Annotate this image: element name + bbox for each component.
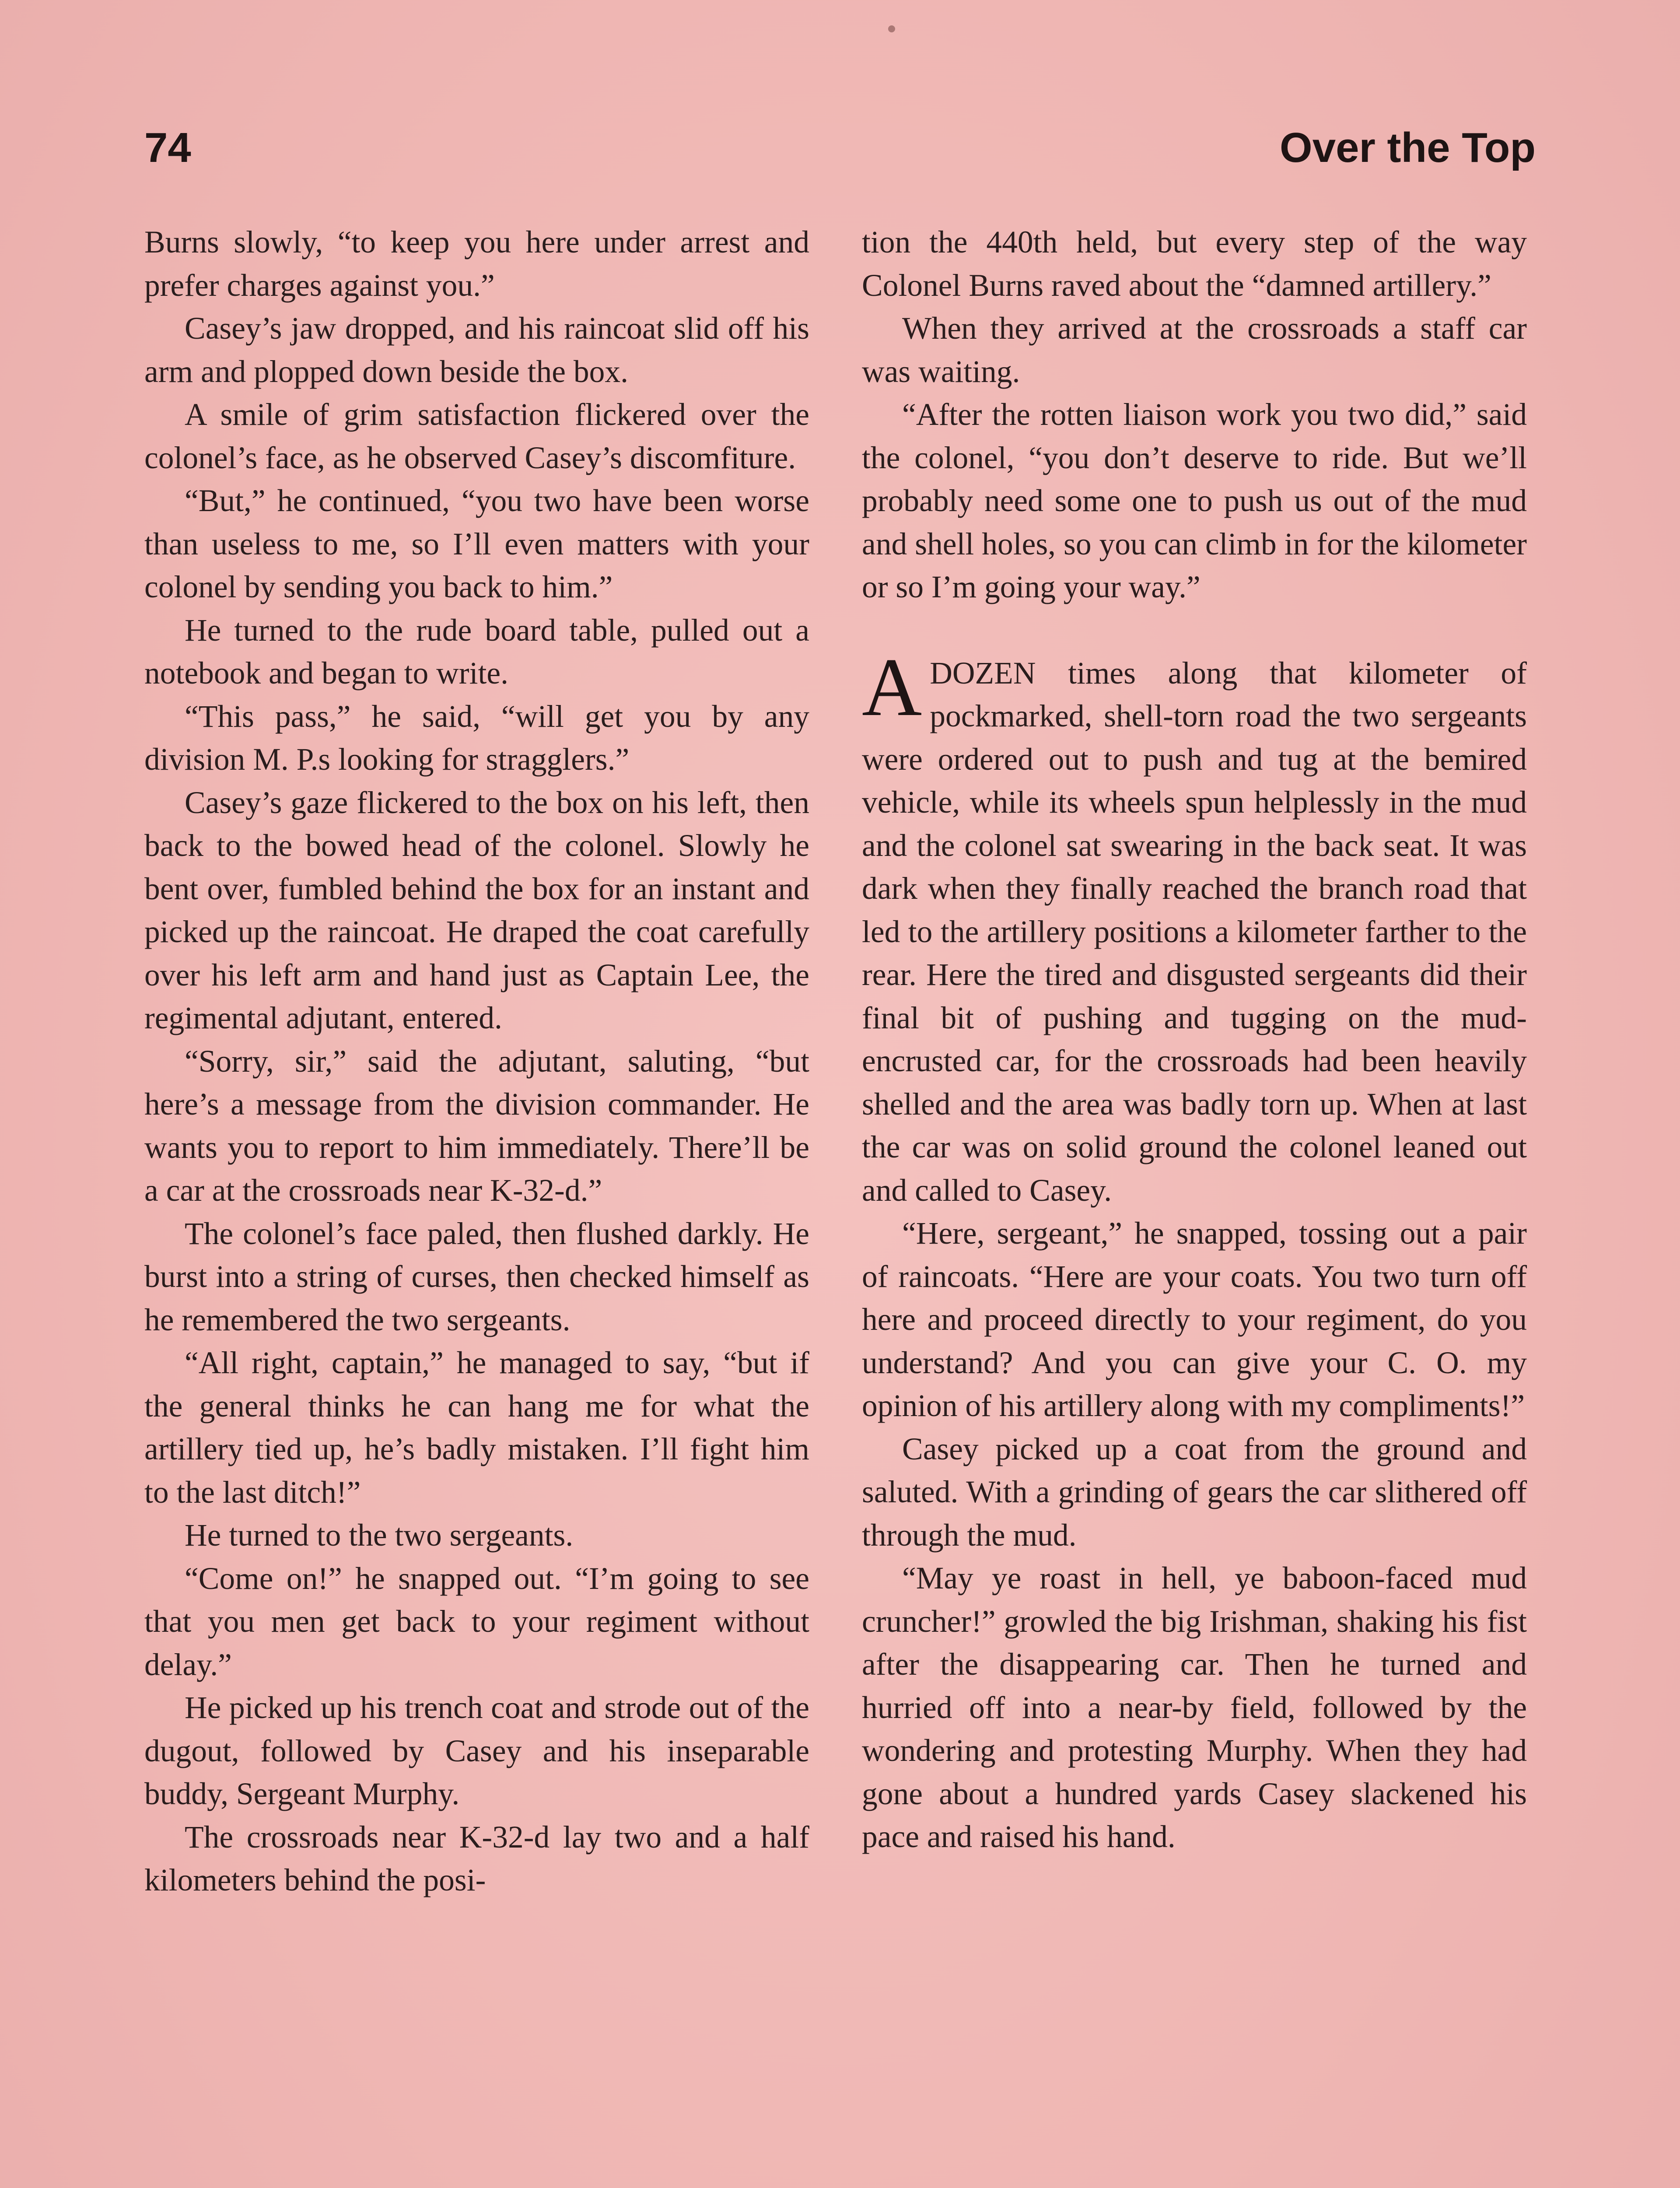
paragraph: When they arrived at the crossroads a staff car was waiting. [862, 311, 1527, 389]
paragraph: He turned to the two sergeants. [185, 1518, 574, 1553]
paragraph: “After the rotten liaison work you two did,” said the colonel, “you don’t deserve to ride. But we’ll probably need some one to push us out of the mud and shell holes, so you can climb in for the kilometer or so I’m going your way.” [862, 397, 1527, 604]
right-column-bottom-text [862, 1212, 1527, 1859]
right-text-column [862, 221, 1527, 1859]
section-break [862, 609, 1527, 652]
paragraph: “Come on!” he snapped out. “I’m going to see that you men get back to your regiment without delay.” [144, 1561, 809, 1682]
paragraph: “May ye roast in hell, ye baboon-faced mud cruncher!” growled the big Irishman, shaking his fist after the disappearing car. Then he turned and hurried off into a near-by field, followed by the wondering and protesting Murphy. When they had gone about a hundred yards Casey slackened his pace and raised his hand. [862, 1561, 1527, 1854]
paragraph: Burns slowly, “to keep you here under arrest and prefer charges against you.” [144, 225, 809, 303]
running-title: Over the Top [1280, 124, 1536, 171]
paragraph: The crossroads near K-32-d lay two and a half kilometers behind the posi- [144, 1820, 809, 1897]
paragraph: The colonel’s face paled, then flushed darkly. He burst into a string of curses, then checked himself as he remembered the two sergeants. [144, 1216, 809, 1337]
paragraph: “But,” he continued, “you two have been worse than useless to me, so I’ll even matters with your colonel by sending you back to him.” [144, 484, 809, 604]
paragraph: “All right, captain,” he managed to say, “but if the general thinks he can hang me for what the artillery tied up, he’s badly mistaken. I’ll fight him to the last ditch!” [144, 1346, 809, 1510]
paragraph: He picked up his trench coat and strode out of the dugout, followed by Casey and his inseparable buddy, Sergeant Murphy. [144, 1690, 809, 1811]
paragraph: He turned to the rude board table, pulled out a notebook and began to write. [144, 613, 809, 691]
paragraph: Casey’s jaw dropped, and his raincoat slid off his arm and plopped down beside the box. [144, 311, 809, 389]
paragraph: Casey picked up a coat from the ground and saluted. With a grinding of gears the car slithered off through the mud. [862, 1431, 1527, 1553]
paragraph: A smile of grim satisfaction flickered over the colonel’s face, as he observed Casey’s discomfiture. [144, 397, 809, 475]
drop-cap-initial: A [862, 641, 922, 733]
dropcap-paragraph-text: DOZEN times along that kilometer of pockmarked, shell-torn road the two sergeants were ordered out to push and tug at the bemired vehicle, while its wheels spun helplessly in the mud and the colonel sat swearing in the back seat. It was dark when they finally reached the branch road that led to the artillery positions a kilometer farther to the rear. Here the tired and disgusted sergeants did their final bit of pushing and tugging on the mud-encrusted car, for the crossroads had been heavily shelled and the area was badly torn up. When at last the car was on solid ground the colonel leaned out and called to Casey. [862, 656, 1527, 1208]
paragraph: Casey’s gaze flickered to the box on his left, then back to the bowed head of the colonel. Slowly he bent over, fumbled behind the box for an instant and picked up the raincoat. He draped the coat carefully over his left arm and hand just as Captain Lee, the regimental adjutant, entered. [144, 785, 809, 1035]
page-header [144, 124, 1536, 193]
paragraph: “Sorry, sir,” said the adjutant, saluting, “but here’s a message from the division commander. He wants you to report to him immediately. There’ll be a car at the crossroads near K-32-d.” [144, 1044, 809, 1208]
paragraph: tion the 440th held, but every step of the way Colonel Burns raved about the “damned artillery.” [862, 225, 1527, 303]
left-text-column [144, 221, 809, 1902]
paragraph: “This pass,” he said, “will get you by any division M. P.s looking for stragglers.” [144, 699, 809, 777]
dropcap-paragraph [862, 641, 1527, 1213]
paper-speck [888, 25, 895, 32]
right-column-top-text [862, 221, 1527, 609]
page-number: 74 [144, 124, 191, 171]
paragraph: “Here, sergeant,” he snapped, tossing out a pair of raincoats. “Here are your coats. You two turn off here and proceed directly to your regiment, do you understand? And you can give your C. O. my opinion of his artillery along with my compliments!” [862, 1216, 1527, 1423]
